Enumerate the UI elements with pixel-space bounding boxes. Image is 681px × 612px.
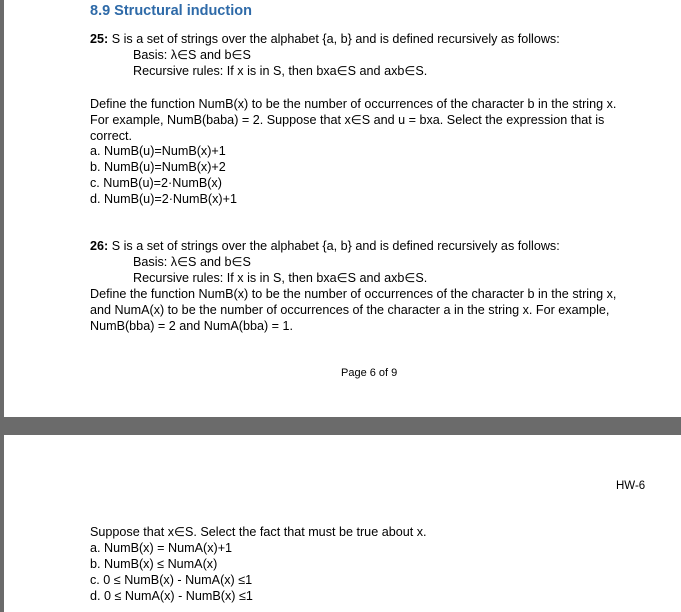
q26-intro-line <box>90 238 560 254</box>
q26-recursive-rules: Recursive rules: If x is in S, then bxa∈S and axb∈S. <box>133 271 428 285</box>
q25-body-line: Define the function NumB(x) to be the number of occurrences of the character b in the string x. <box>90 97 617 111</box>
section-heading: 8.9 Structural induction <box>90 3 252 19</box>
q26-option-a: a. NumB(x) = NumA(x)+1 <box>90 541 233 555</box>
q25-option-a: a. NumB(u)=NumB(x)+1 <box>90 144 226 158</box>
q26-basis: Basis: λ∈S and b∈S <box>133 255 251 269</box>
q26-continued-question: Suppose that x∈S. Select the fact that must be true about x. <box>90 525 427 539</box>
document-page-6 <box>4 0 681 417</box>
q26-body-line: Define the function NumB(x) to be the number of occurrences of the character b in the string x, <box>90 287 617 301</box>
q25-body-line: For example, NumB(baba) = 2. Suppose that x∈S and u = bxa. Select the expression that is <box>90 113 605 127</box>
q25-basis: Basis: λ∈S and b∈S <box>133 48 251 62</box>
q26-intro: S is a set of strings over the alphabet {a, b} and is defined recursively as follows: <box>111 239 560 253</box>
q26-number: 26: <box>90 239 109 253</box>
q26-option-b: b. NumB(x) ≤ NumA(x) <box>90 557 218 571</box>
q26-option-c: c. 0 ≤ NumB(x) - NumA(x) ≤1 <box>90 573 253 587</box>
page-number: Page 6 of 9 <box>341 367 398 379</box>
page-header-label: HW-6 <box>616 480 646 492</box>
q25-intro: S is a set of strings over the alphabet {a, b} and is defined recursively as follows: <box>111 32 560 46</box>
q25-recursive-rules: Recursive rules: If x is in S, then bxa∈S and axb∈S. <box>133 64 428 78</box>
q26-option-d: d. 0 ≤ NumA(x) - NumB(x) ≤1 <box>90 589 253 603</box>
q25-option-c: c. NumB(u)=2·NumB(x) <box>90 176 222 190</box>
q25-option-b: b. NumB(u)=NumB(x)+2 <box>90 160 226 174</box>
q25-intro-line <box>90 31 560 47</box>
q26-body-line: NumB(bba) = 2 and NumA(bba) = 1. <box>90 319 294 333</box>
q26-body-line: and NumA(x) to be the number of occurrences of the character a in the string x. For example, <box>90 303 610 317</box>
q25-option-d: d. NumB(u)=2·NumB(x)+1 <box>90 192 237 206</box>
q25-number: 25: <box>90 32 109 46</box>
document-page-7 <box>4 435 681 612</box>
q25-body-line: correct. <box>90 129 132 143</box>
